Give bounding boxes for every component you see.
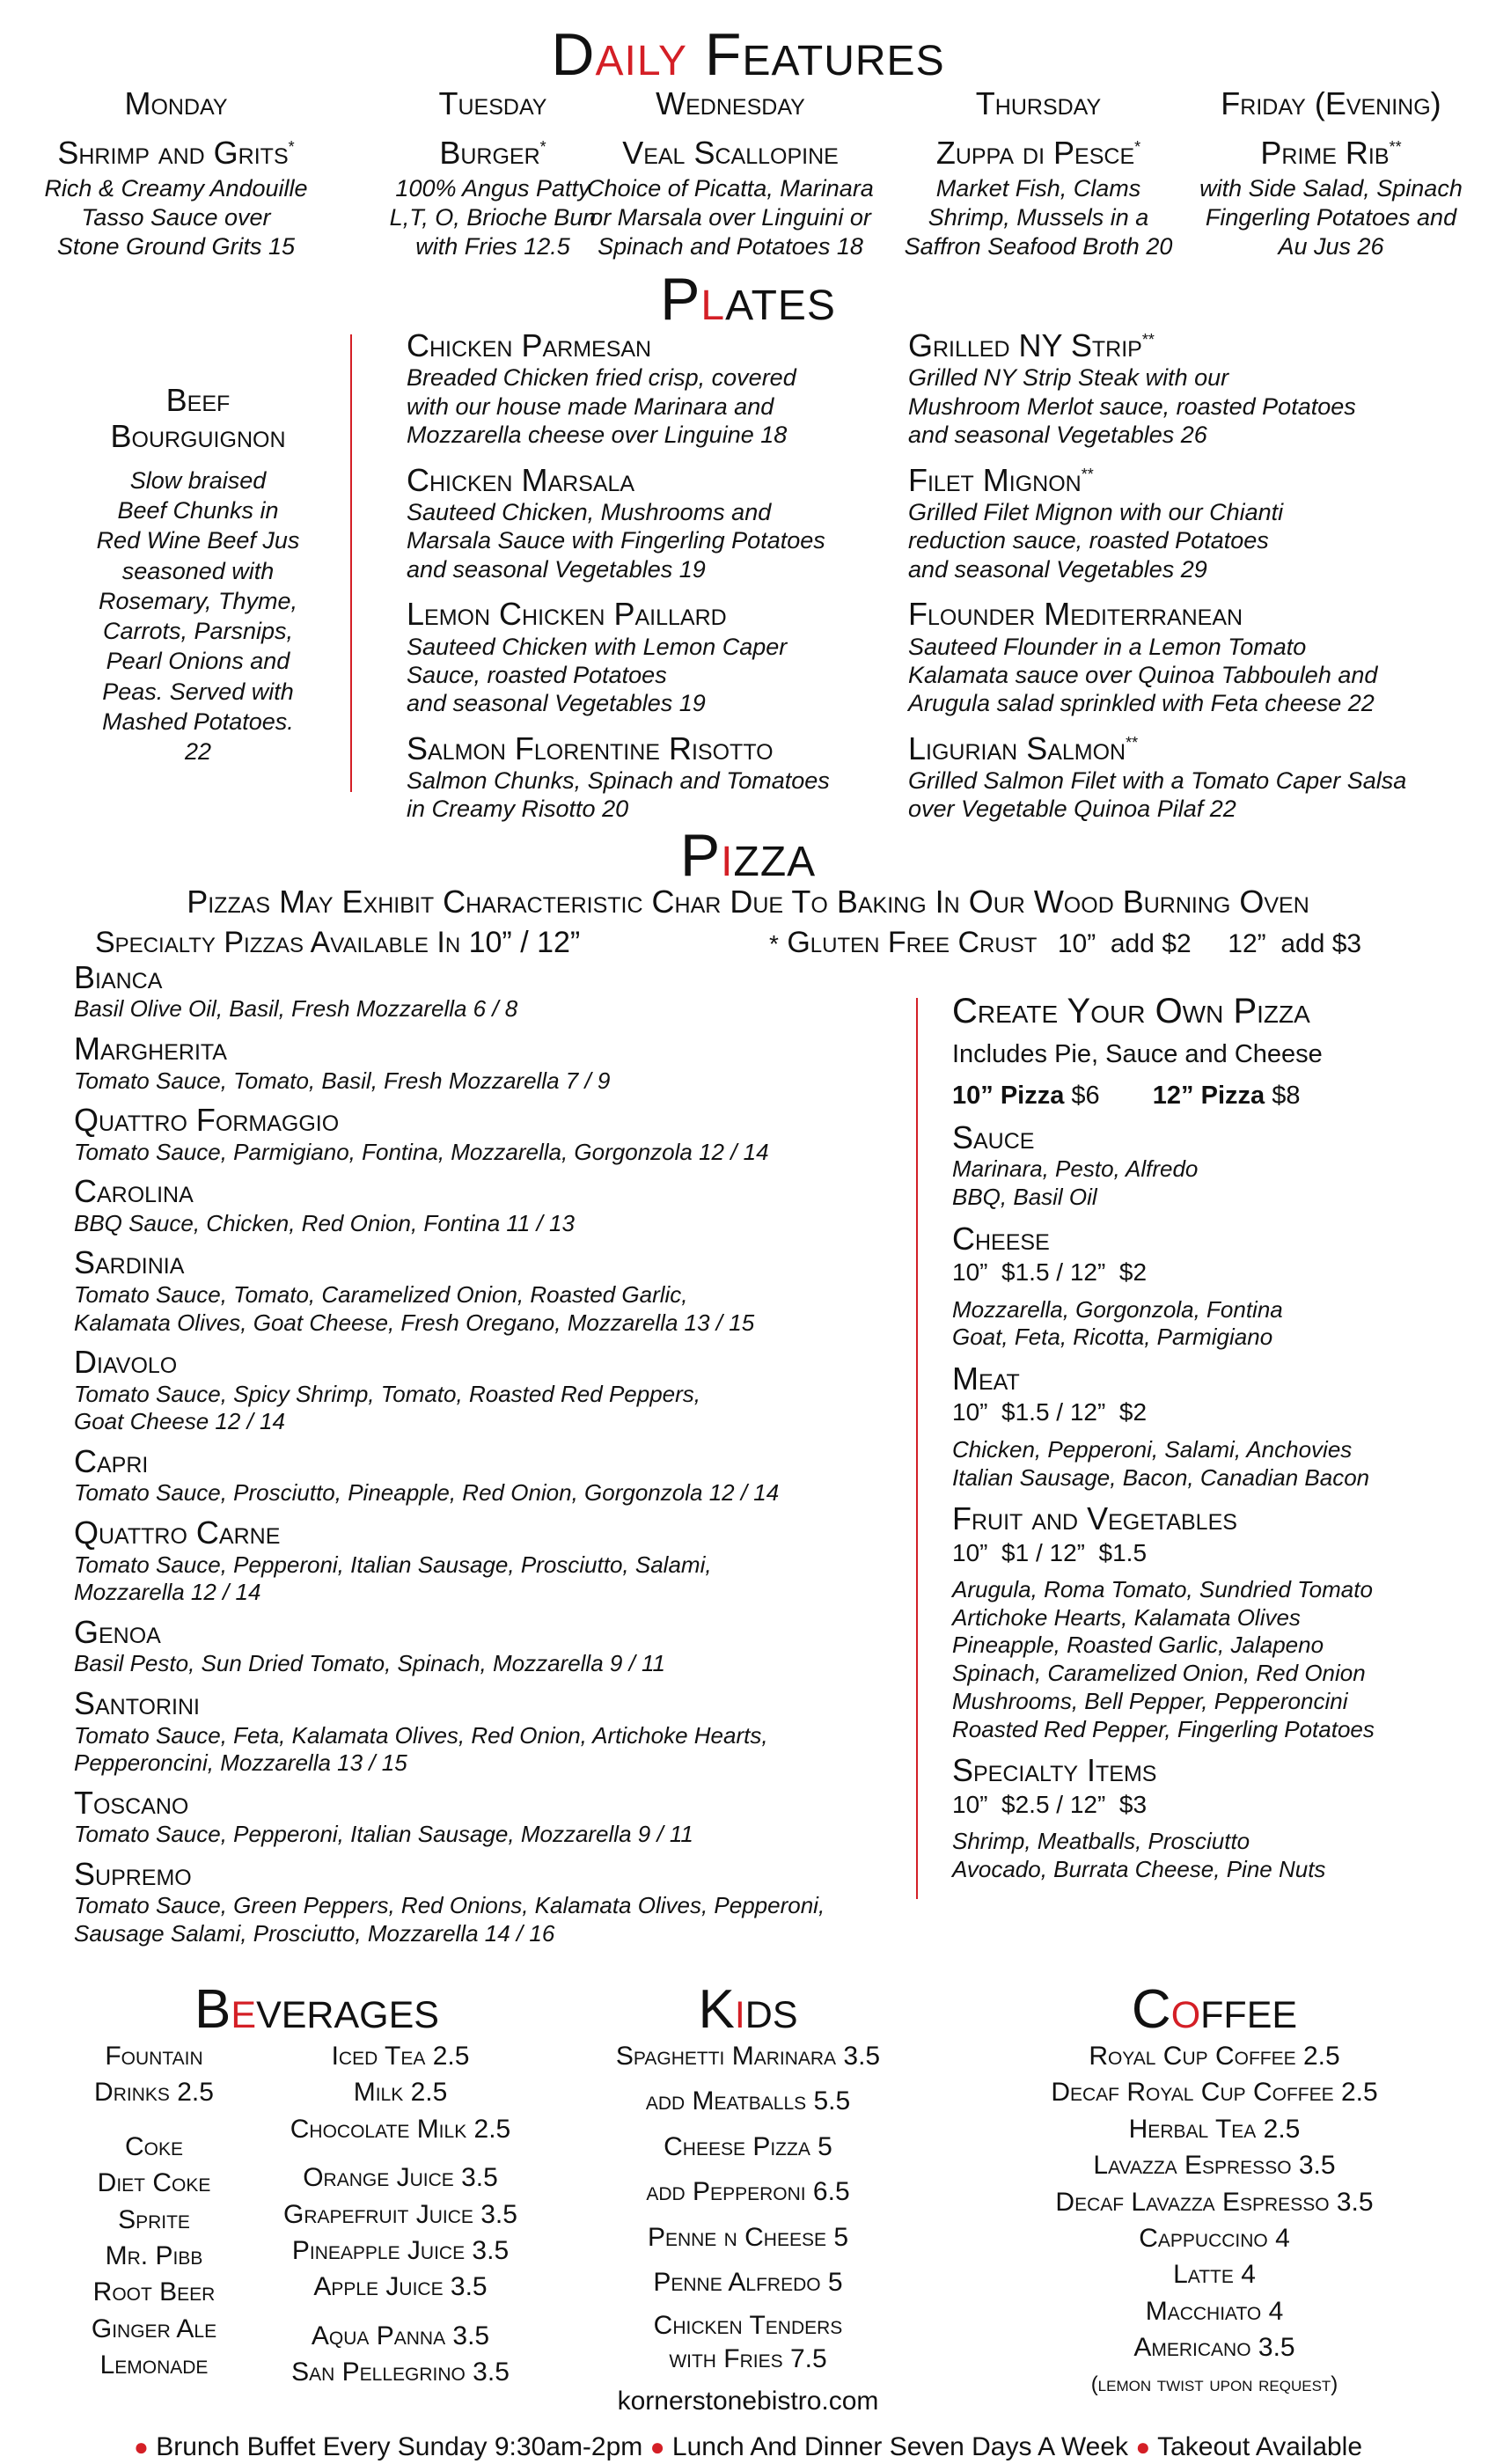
pizza-item xyxy=(74,1173,919,1237)
pizza-description: Tomato Sauce, Tomato, Caramelized Onion, Roasted Garlic, xyxy=(74,1280,688,1308)
dish-description: with Fries 12.5 xyxy=(415,232,570,260)
cyo-group xyxy=(952,1221,1480,1352)
daily-features-title: Daily Features xyxy=(551,21,945,88)
coffee-item: Decaf Royal Cup Coffee 2.5 xyxy=(1051,2078,1378,2108)
dish-description: Spinach and Potatoes 18 xyxy=(598,232,863,260)
cyo-group-option: Mozzarella, Gorgonzola, Fontina xyxy=(952,1295,1283,1323)
coffee-item: Lavazza Espresso 3.5 xyxy=(1093,2151,1336,2181)
cyo-group xyxy=(952,1360,1480,1492)
dish-description: Au Jus 26 xyxy=(1278,232,1384,260)
cyo-title: Create Your Own Pizza xyxy=(952,992,1310,1030)
plate-name xyxy=(407,462,899,498)
plate-description: Grilled NY Strip Steak with our xyxy=(908,364,1229,392)
pizza-description: Tomato Sauce, Feta, Kalamata Olives, Red Onion, Artichoke Hearts, xyxy=(74,1721,768,1749)
plate-title: Flounder Mediterranean xyxy=(908,596,1243,633)
beef-name: Beef xyxy=(165,382,231,418)
bullet-icon: ● xyxy=(133,2433,149,2460)
pizza-description: Sausage Salami, Prosciutto, Mozzarella 14 / 16 xyxy=(74,1920,555,1947)
plate-title: Lemon Chicken Paillard xyxy=(407,596,727,633)
plates-title: Plates xyxy=(660,266,836,333)
day-dish xyxy=(1179,133,1483,174)
plate-description: and seasonal Vegetables 19 xyxy=(407,555,706,583)
cyo-group-option: Mushrooms, Bell Pepper, Pepperoncini xyxy=(952,1687,1348,1714)
dish-description: Rich & Creamy Andouille xyxy=(44,174,308,202)
day-name: Friday (Evening) xyxy=(1221,85,1441,121)
menu-line: Iced Tea 2.5 xyxy=(331,2042,470,2071)
kids-item: Spaghetti Marinara 3.5 xyxy=(615,2042,881,2071)
beef-line: Rosemary, Thyme, xyxy=(98,587,298,614)
coffee-item: (lemon twist upon request) xyxy=(1090,2372,1338,2396)
beef-line: Red Wine Beef Jus xyxy=(96,527,300,554)
kids-item: Chicken Tenders xyxy=(653,2311,843,2341)
beef-description xyxy=(35,466,361,767)
pizza-item xyxy=(74,1785,919,1849)
plate-description: Grilled Salmon Filet with a Tomato Caper Salsa xyxy=(908,767,1407,795)
coffee-item: Royal Cup Coffee 2.5 xyxy=(1089,2042,1340,2071)
cyo-group xyxy=(952,1119,1480,1212)
plate-description: Marsala Sauce with Fingerling Potatoes xyxy=(407,527,825,554)
plate-description: Kalamata sauce over Quinoa Tabbouleh and xyxy=(908,661,1378,688)
pizza-description: Tomato Sauce, Pepperoni, Italian Sausage, Mozzarella 9 / 11 xyxy=(74,1821,693,1848)
plate-item xyxy=(908,462,1471,584)
plate-title: Filet Mignon xyxy=(908,461,1082,498)
plate-description: with our house made Marinara and xyxy=(407,392,774,420)
kids-menu xyxy=(572,2038,924,2377)
dish-description: or Marsala over Linguini or xyxy=(590,203,871,231)
cyo-group-option: BBQ, Basil Oil xyxy=(952,1184,1097,1211)
plate-description: and seasonal Vegetables 29 xyxy=(908,555,1207,583)
beef-line: Mashed Potatoes. xyxy=(102,708,294,736)
plates-middle-column xyxy=(407,327,899,836)
plate-mark: ** xyxy=(1126,733,1139,752)
pizza-description: Tomato Sauce, Tomato, Basil, Fresh Mozzarella 7 / 9 xyxy=(74,1067,611,1094)
coffee-item: Decaf Lavazza Espresso 3.5 xyxy=(1055,2187,1374,2217)
cyo-group-option: Arugula, Roma Tomato, Sundried Tomato xyxy=(952,1576,1373,1603)
dish-name: Prime Rib xyxy=(1260,135,1390,172)
plate-mark: ** xyxy=(1081,465,1094,483)
pizza-item xyxy=(74,1856,919,1948)
plate-description: and seasonal Vegetables 26 xyxy=(908,422,1207,449)
pizza-description: Tomato Sauce, Parmigiano, Fontina, Mozzarella, Gorgonzola 12 / 14 xyxy=(74,1138,769,1165)
coffee-title: Coffee xyxy=(1131,1979,1298,2040)
beef-line: Beef Chunks in xyxy=(117,497,279,524)
plate-description: Breaded Chicken fried crisp, covered xyxy=(407,364,796,392)
beef-bourguignon xyxy=(35,382,361,767)
cyo-group-name: Meat xyxy=(952,1360,1020,1397)
pizza-item xyxy=(74,1443,919,1507)
dish-description: Saffron Seafood Broth 20 xyxy=(904,232,1173,260)
pizza-description: Basil Olive Oil, Basil, Fresh Mozzarella 6 / 8 xyxy=(74,995,518,1023)
dish-description: Tasso Sauce over xyxy=(81,203,271,231)
pizza-name: Santorini xyxy=(74,1685,201,1722)
pizza-description: Basil Pesto, Sun Dried Tomato, Spinach, Mozzarella 9 / 11 xyxy=(74,1650,666,1677)
cyo-group-option: Goat, Feta, Ricotta, Parmigiano xyxy=(952,1324,1273,1351)
plate-description: Salmon Chunks, Spinach and Tomatoes xyxy=(407,767,830,795)
pizza-description: Goat Cheese 12 / 14 xyxy=(74,1408,285,1435)
dish-description: Shrimp, Mussels in a xyxy=(928,203,1149,231)
plate-name xyxy=(407,596,899,632)
beverages-title: Beverages xyxy=(194,1979,439,2040)
pizza-divider xyxy=(916,998,918,1899)
dish-description: with Side Salad, Spinach xyxy=(1199,174,1463,202)
pizza-item xyxy=(74,1344,919,1436)
dish-description: Fingerling Potatoes and xyxy=(1205,203,1457,231)
plate-name xyxy=(908,596,1471,632)
cyo-base-prices: 10” Pizza $6 12” Pizza $8 xyxy=(952,1082,1301,1110)
kids-item: add Pepperoni 6.5 xyxy=(646,2177,850,2207)
plate-mark: ** xyxy=(1141,331,1155,348)
coffee-item: Macchiato 4 xyxy=(1145,2296,1284,2326)
spacer xyxy=(246,2306,554,2318)
pizza-name: Genoa xyxy=(74,1614,161,1651)
spacer xyxy=(53,2111,255,2129)
menu-line: Pineapple Juice 3.5 xyxy=(291,2235,510,2265)
menu-line: Chocolate Milk 2.5 xyxy=(290,2114,511,2144)
cyo-includes: Includes Pie, Sauce and Cheese xyxy=(952,1040,1323,1068)
beef-line: 22 xyxy=(184,738,212,766)
pizza-name: Carolina xyxy=(74,1173,194,1210)
pizza-title: Pizza xyxy=(679,822,817,889)
cyo-group-name: Fruit and Vegetables xyxy=(952,1500,1237,1537)
cyo-group-price: 10” $1 / 12” $1.5 xyxy=(952,1538,1148,1566)
plates-right-column xyxy=(908,327,1471,836)
pizza-notice: Pizzas May Exhibit Characteristic Char Due To Baking In Our Wood Burning Oven xyxy=(187,884,1309,920)
plate-description: Arugula salad sprinkled with Feta cheese 22 xyxy=(908,690,1375,717)
cyo-group-option: Artichoke Hearts, Kalamata Olives xyxy=(952,1603,1301,1631)
dish-description: 100% Angus Patty xyxy=(395,174,590,202)
menu-line: Mr. Pibb xyxy=(105,2240,203,2270)
plate-description: reduction sauce, roasted Potatoes xyxy=(908,527,1269,554)
plate-description: Sauteed Chicken with Lemon Caper xyxy=(407,633,788,660)
beef-line: Pearl Onions and xyxy=(106,648,290,675)
pizza-description: BBQ Sauce, Chicken, Red Onion, Fontina 11 / 13 xyxy=(74,1209,575,1236)
cyo-group-price: 10” $1.5 / 12” $2 xyxy=(952,1398,1148,1426)
plate-item xyxy=(407,327,899,450)
menu-line: Ginger Ale xyxy=(91,2314,217,2343)
cyo-group-name: Sauce xyxy=(952,1119,1035,1155)
pizza-item xyxy=(74,1102,919,1166)
menu-line: Sprite xyxy=(118,2204,190,2234)
cyo-groups xyxy=(952,1119,1480,1884)
day-dish xyxy=(880,133,1197,174)
day-name: Tuesday xyxy=(438,85,547,121)
kids-item: add Meatballs 5.5 xyxy=(645,2086,851,2116)
cyo-group-option: Pineapple, Roasted Garlic, Jalapeno xyxy=(952,1632,1324,1659)
plate-name xyxy=(908,327,1471,363)
pizza-description: Pepperoncini, Mozzarella 13 / 15 xyxy=(74,1749,407,1777)
cyo-group-option: Marinara, Pesto, Alfredo xyxy=(952,1155,1199,1183)
footer-takeout: Takeout Available xyxy=(1157,2432,1363,2461)
plate-item xyxy=(407,596,899,718)
plate-description: Sauteed Chicken, Mushrooms and xyxy=(407,498,772,525)
pizza-item xyxy=(74,1514,919,1607)
plate-description: in Creamy Risotto 20 xyxy=(407,796,629,823)
cyo-group-price: 10” $2.5 / 12” $3 xyxy=(952,1790,1148,1818)
plate-item xyxy=(908,327,1471,450)
menu-line: Orange Juice 3.5 xyxy=(303,2163,498,2193)
menu-line: Root Beer xyxy=(92,2277,216,2307)
menu-line: Drinks 2.5 xyxy=(94,2078,214,2108)
daily-feature xyxy=(18,84,334,261)
footer-hours: Lunch And Dinner Seven Days A Week xyxy=(671,2432,1129,2461)
pizza-item xyxy=(74,1685,919,1778)
dish-description: Market Fish, Clams xyxy=(935,174,1141,202)
dish-mark: ** xyxy=(1389,138,1402,157)
menu-line: Diet Coke xyxy=(97,2168,211,2198)
beef-line: seasoned with xyxy=(121,557,275,584)
dish-description: Stone Ground Grits 15 xyxy=(56,232,296,260)
plate-description: and seasonal Vegetables 19 xyxy=(407,690,706,717)
cyo-group-name: Cheese xyxy=(952,1220,1050,1257)
cyo-group-option: Spinach, Caramelized Onion, Red Onion xyxy=(952,1660,1366,1687)
cyo-group-option: Roasted Red Pepper, Fingerling Potatoes xyxy=(952,1715,1375,1742)
plate-item xyxy=(908,730,1471,824)
pizza-description: Tomato Sauce, Pepperoni, Italian Sausage, Prosciutto, Salami, xyxy=(74,1551,712,1578)
cyo-group-option: Avocado, Burrata Cheese, Pine Nuts xyxy=(952,1855,1326,1882)
dish-mark: * xyxy=(1134,138,1141,157)
kids-item: Cheese Pizza 5 xyxy=(664,2131,832,2161)
plate-title: Grilled NY Strip xyxy=(908,327,1142,363)
cyo-group-name: Specialty Items xyxy=(952,1752,1157,1789)
beef-line: Peas. Served with xyxy=(102,678,294,705)
beef-line: Carrots, Parsnips, xyxy=(102,618,294,645)
dish-description: Choice of Picatta, Marinara xyxy=(587,174,874,202)
daily-feature xyxy=(880,84,1197,261)
pizza-name: Bianca xyxy=(74,959,163,995)
bullet-icon: ● xyxy=(1135,2433,1151,2460)
pizza-name: Capri xyxy=(74,1443,149,1480)
menu-line: Milk 2.5 xyxy=(353,2078,448,2108)
plate-name xyxy=(908,730,1471,766)
coffee-item: Latte 4 xyxy=(1173,2260,1256,2290)
day-name: Thursday xyxy=(975,85,1102,121)
plate-title: Ligurian Salmon xyxy=(908,730,1126,766)
pizza-description: Tomato Sauce, Spicy Shrimp, Tomato, Roasted Red Peppers, xyxy=(74,1380,701,1407)
menu-line: San Pellegrino 3.5 xyxy=(291,2358,510,2387)
spacer xyxy=(246,2147,554,2160)
pizza-item xyxy=(74,1244,919,1337)
create-your-own xyxy=(952,991,1480,1884)
menu-line: Coke xyxy=(124,2131,183,2161)
plate-description: Sauce, roasted Potatoes xyxy=(407,661,667,688)
pizza-name: Sardinia xyxy=(74,1244,185,1281)
pizza-name: Supremo xyxy=(74,1856,192,1893)
dish-name: Shrimp and Grits xyxy=(57,135,289,172)
bullet-icon: ● xyxy=(649,2433,665,2460)
cyo-group xyxy=(952,1752,1480,1883)
pizza-list xyxy=(74,959,919,1955)
footer-brunch: Brunch Buffet Every Sunday 9:30am-2pm xyxy=(156,2432,643,2461)
plate-title: Chicken Parmesan xyxy=(407,327,652,363)
cyo-group-option: Chicken, Pepperoni, Salami, Anchovies xyxy=(952,1435,1353,1463)
pizza-name: Toscano xyxy=(74,1784,189,1821)
plate-name xyxy=(407,730,899,766)
kids-item: Penne Alfredo 5 xyxy=(653,2267,843,2297)
kids-item: Penne n Cheese 5 xyxy=(647,2222,849,2252)
pizza-name: Margherita xyxy=(74,1030,227,1067)
cyo-group xyxy=(952,1500,1480,1743)
coffee-menu xyxy=(968,2038,1461,2399)
plate-item xyxy=(908,596,1471,718)
pizza-description: Tomato Sauce, Prosciutto, Pineapple, Red Onion, Gorgonzola 12 / 14 xyxy=(74,1479,780,1507)
kids-title: Kids xyxy=(698,1979,798,2040)
pizza-description: Tomato Sauce, Green Peppers, Red Onions, Kalamata Olives, Pepperoni, xyxy=(74,1892,825,1919)
pizza-name: Quattro Carne xyxy=(74,1514,281,1551)
pizza-item xyxy=(74,959,919,1023)
beverages-soft-drinks xyxy=(53,2038,255,2384)
dish-name: Zuppa di Pesce xyxy=(935,135,1135,172)
menu-line: Aqua Panna 3.5 xyxy=(311,2321,490,2350)
dish-name: Burger xyxy=(439,135,540,172)
plate-title: Salmon Florentine Risotto xyxy=(407,730,774,766)
pizza-name: Diavolo xyxy=(74,1344,178,1381)
menu-line: Grapefruit Juice 3.5 xyxy=(283,2199,517,2229)
specialty-sizes-note: Specialty Pizzas Available In 10” / 12” xyxy=(95,926,581,959)
plate-title: Chicken Marsala xyxy=(407,461,635,498)
plate-item xyxy=(407,730,899,824)
day-dish xyxy=(581,133,880,174)
dish-mark: * xyxy=(288,138,295,157)
menu-line: Lemonade xyxy=(99,2350,209,2380)
dish-name: Veal Scallopine xyxy=(622,135,839,172)
coffee-item: Americano 3.5 xyxy=(1133,2333,1295,2363)
cyo-group-price: 10” $1.5 / 12” $2 xyxy=(952,1258,1148,1287)
plate-description: Mozzarella cheese over Linguine 18 xyxy=(407,422,788,449)
day-name: Monday xyxy=(124,85,228,121)
menu-line: Apple Juice 3.5 xyxy=(313,2272,488,2302)
menu-line: Fountain xyxy=(105,2042,203,2071)
plate-item xyxy=(407,462,899,584)
cyo-group-option: Shrimp, Meatballs, Prosciutto xyxy=(952,1828,1250,1855)
plate-description: Mushroom Merlot sauce, roasted Potatoes xyxy=(908,392,1356,420)
beef-line: Slow braised xyxy=(129,466,267,494)
pizza-item xyxy=(74,1614,919,1678)
plate-description: Sauteed Flounder in a Lemon Tomato xyxy=(908,633,1307,660)
footer xyxy=(0,2432,1496,2462)
pizza-description: Kalamata Olives, Goat Cheese, Fresh Oregano, Mozzarella 13 / 15 xyxy=(74,1309,755,1336)
cyo-group-option: Italian Sausage, Bacon, Canadian Bacon xyxy=(952,1463,1370,1491)
coffee-item: Cappuccino 4 xyxy=(1139,2223,1290,2253)
plate-name xyxy=(908,462,1471,498)
day-dish xyxy=(18,133,334,174)
day-name: Wednesday xyxy=(656,85,805,121)
daily-feature xyxy=(1179,84,1483,261)
beverages-other xyxy=(246,2038,554,2391)
pizza-item xyxy=(74,1030,919,1095)
plates-divider xyxy=(350,334,352,792)
plate-description: Grilled Filet Mignon with our Chianti xyxy=(908,498,1284,525)
pizza-description: Mozzarella 12 / 14 xyxy=(74,1579,261,1606)
pizza-name: Quattro Formaggio xyxy=(74,1102,340,1139)
plate-description: over Vegetable Quinoa Pilaf 22 xyxy=(908,796,1236,823)
plate-name xyxy=(407,327,899,363)
website: kornerstonebistro.com xyxy=(617,2387,879,2416)
daily-feature xyxy=(581,84,880,261)
kids-item: with Fries 7.5 xyxy=(669,2343,827,2373)
dish-description: L,T, O, Brioche Bun xyxy=(389,203,597,231)
beef-name-2: Bourguignon xyxy=(110,418,286,455)
gluten-free-note: * Gluten Free Crust 10” add $2 12” add $3 xyxy=(769,926,1362,959)
dish-mark: * xyxy=(539,138,546,157)
coffee-item: Herbal Tea 2.5 xyxy=(1128,2114,1301,2144)
